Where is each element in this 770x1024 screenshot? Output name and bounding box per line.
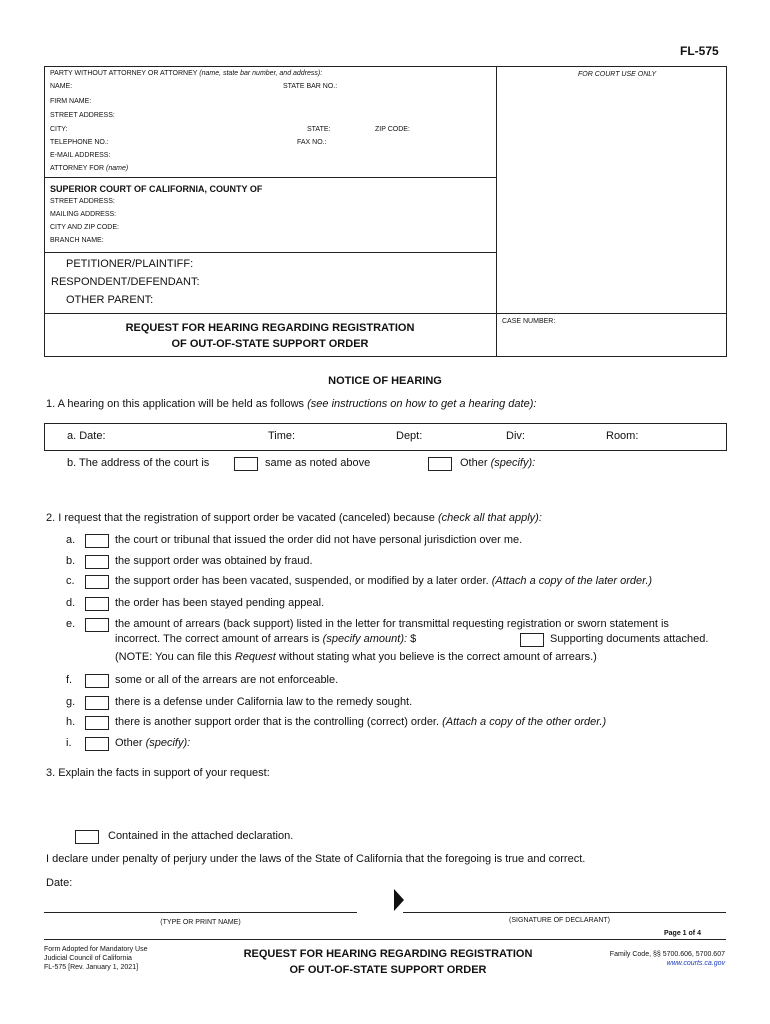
option-f-text: some or all of the arrears are not enforceable. [115, 674, 339, 686]
city-field[interactable]: CITY: [50, 126, 68, 133]
option-e-letter: e. [66, 618, 76, 630]
option-b-text: the support order was obtained by fraud. [115, 555, 313, 567]
attorney-for-field[interactable]: ATTORNEY FOR (name) [50, 165, 129, 172]
court-street-field[interactable]: STREET ADDRESS: [50, 198, 115, 205]
petitioner-field[interactable]: PETITIONER/PLAINTIFF: [66, 258, 194, 270]
contained-declaration-label: Contained in the attached declaration. [108, 830, 294, 842]
option-e-note: (NOTE: You can file this Request without stating what you believe is the correct amount of arrears.) [115, 651, 597, 663]
other-address-label: Other (specify): [460, 457, 536, 469]
divider-title [44, 313, 726, 314]
option-h-checkbox[interactable] [85, 716, 109, 730]
footer-code: Family Code, §§ 5700.606, 5700.607 www.courts.ca.gov [560, 950, 725, 968]
court-address-text: b. The address of the court is [67, 457, 210, 469]
hearing-date-field[interactable]: a. Date: [67, 430, 106, 442]
street-address-field[interactable]: STREET ADDRESS: [50, 112, 115, 119]
option-e-line2: incorrect. The correct amount of arrears is (specify amount): $ [115, 633, 417, 645]
footer-title: REQUEST FOR HEARING REGARDING REGISTRATION OF OUT-OF-STATE SUPPORT ORDER [243, 948, 533, 976]
divider-attorney [44, 177, 497, 178]
option-b-letter: b. [66, 555, 76, 567]
item1-text: 1. A hearing on this application will be held as follows (see instructions on how to get a hearing date): [46, 398, 537, 410]
form-number: FL-575 [680, 44, 719, 58]
court-city-zip-field[interactable]: CITY AND ZIP CODE: [50, 224, 119, 231]
hearing-time-field[interactable]: Time: [268, 430, 296, 442]
supporting-docs-label: Supporting documents attached. [550, 633, 709, 645]
option-i-checkbox[interactable] [85, 737, 109, 751]
state-field[interactable]: STATE: [307, 126, 331, 133]
option-a-text: the court or tribunal that issued the order did not have personal jurisdiction over me. [115, 534, 523, 546]
option-c-letter: c. [66, 575, 75, 587]
signature-arrow-icon [393, 888, 405, 912]
option-d-checkbox[interactable] [85, 597, 109, 611]
zip-code-field[interactable]: ZIP CODE: [375, 126, 410, 133]
option-c-text: the support order has been vacated, suspended, or modified by a later order. (Attach a copy of the later order.) [115, 575, 653, 587]
option-e-checkbox[interactable] [85, 618, 109, 632]
option-h-letter: h. [66, 716, 76, 728]
option-c-checkbox[interactable] [85, 575, 109, 589]
courts-link[interactable]: www.courts.ca.gov [666, 960, 725, 967]
divider-court [44, 252, 497, 253]
hearing-div-field[interactable]: Div: [506, 430, 525, 442]
option-b-checkbox[interactable] [85, 555, 109, 569]
option-a-letter: a. [66, 534, 76, 546]
court-title: SUPERIOR COURT OF CALIFORNIA, COUNTY OF [50, 184, 263, 194]
firm-name-field[interactable]: FIRM NAME: [50, 98, 92, 105]
item2-intro: 2. I request that the registration of support order be vacated (canceled) because (check all that apply): [46, 512, 542, 524]
option-d-text: the order has been stayed pending appeal. [115, 597, 325, 609]
party-label: PARTY WITHOUT ATTORNEY OR ATTORNEY (name, state bar number, and address): [50, 70, 323, 77]
name-field[interactable]: NAME: [50, 83, 73, 90]
hearing-dept-field[interactable]: Dept: [396, 430, 423, 442]
name-signature-line[interactable] [44, 912, 357, 913]
option-a-checkbox[interactable] [85, 534, 109, 548]
case-number-field[interactable]: CASE NUMBER: [502, 318, 556, 325]
fax-field[interactable]: FAX NO.: [297, 139, 327, 146]
respondent-field[interactable]: RESPONDENT/DEFENDANT: [51, 276, 200, 288]
option-i-text: Other (specify): [115, 737, 191, 749]
option-e-line1: the amount of arrears (back support) listed in the letter for transmittal requesting registration or sworn statement is [115, 618, 669, 630]
hearing-room-field[interactable]: Room: [606, 430, 639, 442]
other-address-checkbox[interactable] [428, 457, 452, 471]
signature-caption: (SIGNATURE OF DECLARANT) [509, 917, 610, 924]
footer-divider [44, 939, 726, 940]
state-bar-field[interactable]: STATE BAR NO.: [283, 83, 338, 90]
same-as-label: same as noted above [265, 457, 371, 469]
court-use-label: FOR COURT USE ONLY [578, 71, 657, 78]
option-f-letter: f. [66, 674, 73, 686]
declarant-signature-line[interactable] [403, 912, 726, 913]
option-g-letter: g. [66, 696, 76, 708]
form-title: REQUEST FOR HEARING REGARDING REGISTRATION OF OUT-OF-STATE SUPPORT ORDER [125, 322, 415, 350]
notice-heading: NOTICE OF HEARING [328, 375, 442, 387]
same-as-checkbox[interactable] [234, 457, 258, 471]
option-g-checkbox[interactable] [85, 696, 109, 710]
item3-text: 3. Explain the facts in support of your request: [46, 767, 270, 779]
court-branch-field[interactable]: BRANCH NAME: [50, 237, 104, 244]
other-parent-field[interactable]: OTHER PARENT: [66, 294, 154, 306]
contained-declaration-checkbox[interactable] [75, 830, 99, 844]
page-number: Page 1 of 4 [664, 930, 701, 937]
option-h-text: there is another support order that is the controlling (correct) order. (Attach a copy of the other order.) [115, 716, 607, 728]
option-d-letter: d. [66, 597, 76, 609]
footer-adoption: Form Adopted for Mandatory Use Judicial Council of California FL-575 [Rev. January 1, 2021] [44, 946, 148, 971]
option-i-letter: i. [66, 737, 72, 749]
type-name-caption: (TYPE OR PRINT NAME) [160, 919, 241, 926]
telephone-field[interactable]: TELEPHONE NO.: [50, 139, 109, 146]
perjury-statement: I declare under penalty of perjury under the laws of the State of California that the foregoing is true and correct. [46, 853, 586, 865]
option-f-checkbox[interactable] [85, 674, 109, 688]
date-field[interactable]: Date: [46, 877, 73, 889]
email-field[interactable]: E-MAIL ADDRESS: [50, 152, 111, 159]
court-mailing-field[interactable]: MAILING ADDRESS: [50, 211, 117, 218]
supporting-docs-checkbox[interactable] [520, 633, 544, 647]
option-g-text: there is a defense under California law to the remedy sought. [115, 696, 413, 708]
